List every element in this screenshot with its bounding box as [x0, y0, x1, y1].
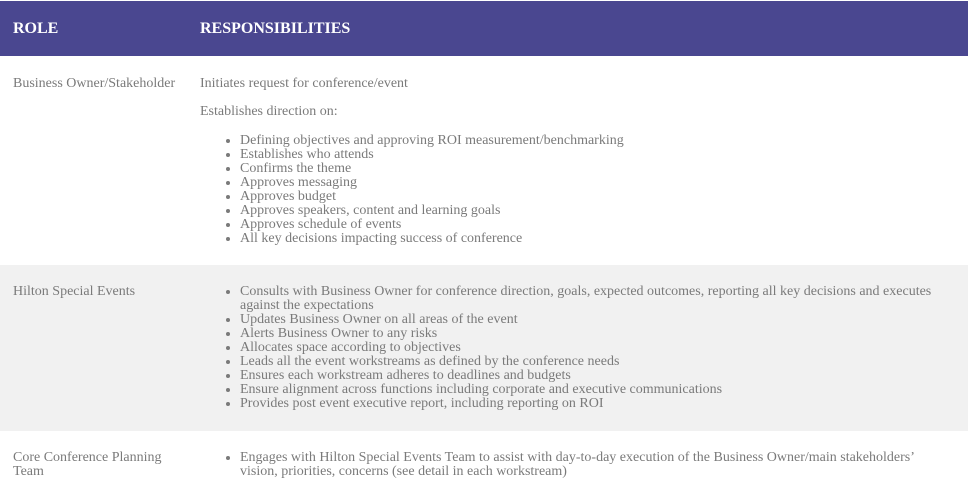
- role-column-header: ROLE: [13, 19, 59, 37]
- list-item: • Confirms the theme: [240, 162, 938, 176]
- table-row: [0, 265, 968, 431]
- responsibility-list: [200, 451, 938, 479]
- list-item: • Defining objectives and approving ROI measurement/benchmarking: [240, 134, 938, 148]
- responsibilities-cell: [200, 451, 968, 504]
- list-item: • Ensure alignment across functions including corporate and executive communications: [240, 383, 938, 397]
- list-item: • Allocates space according to objectives: [240, 341, 938, 355]
- list-item: • Alerts Business Owner to any risks: [240, 327, 938, 341]
- table-row: [0, 56, 968, 265]
- role-cell: Business Owner/Stakeholder: [13, 76, 176, 91]
- responsibility-list: [200, 134, 938, 246]
- list-item: • Approves budget: [240, 190, 938, 204]
- responsibility-list: [200, 285, 938, 411]
- role-cell: Core Conference Planning Team: [13, 450, 162, 479]
- list-item: • Leads all the event workstreams as defined by the conference needs: [240, 355, 938, 369]
- intro-text: Initiates request for conference/event: [200, 76, 408, 91]
- roles-table: [0, 1, 968, 504]
- lead-text: Establishes direction on:: [200, 104, 338, 119]
- list-item: • Provides post event executive report, including reporting on ROI: [240, 397, 938, 411]
- table-header: [0, 1, 968, 56]
- list-item: • Approves messaging: [240, 176, 938, 190]
- list-item: • Ensures each workstream adheres to deadlines and budgets: [240, 369, 938, 383]
- role-cell: Hilton Special Events: [13, 284, 136, 299]
- list-item: • Establishes who attends: [240, 148, 938, 162]
- responsibilities-column-header: RESPONSIBILITIES: [200, 19, 351, 37]
- list-item: • All key decisions impacting success of conference: [240, 232, 938, 246]
- list-item: • Consults with Business Owner for conference direction, goals, expected outcomes, reporting all key decisions and executes against the expectations: [240, 285, 938, 313]
- list-item: • Updates Business Owner on all areas of the event: [240, 313, 938, 327]
- list-item: • Approves speakers, content and learning goals: [240, 204, 938, 218]
- table-row: [0, 431, 968, 504]
- list-item: • Engages with Hilton Special Events Team to assist with day-to-day execution of the Business Owner/main stakeholders’ vision, priorities, concerns (see detail in each workstream): [240, 451, 938, 479]
- responsibilities-cell: [200, 77, 968, 265]
- list-item: • Approves schedule of events: [240, 218, 938, 232]
- responsibilities-cell: [200, 285, 968, 431]
